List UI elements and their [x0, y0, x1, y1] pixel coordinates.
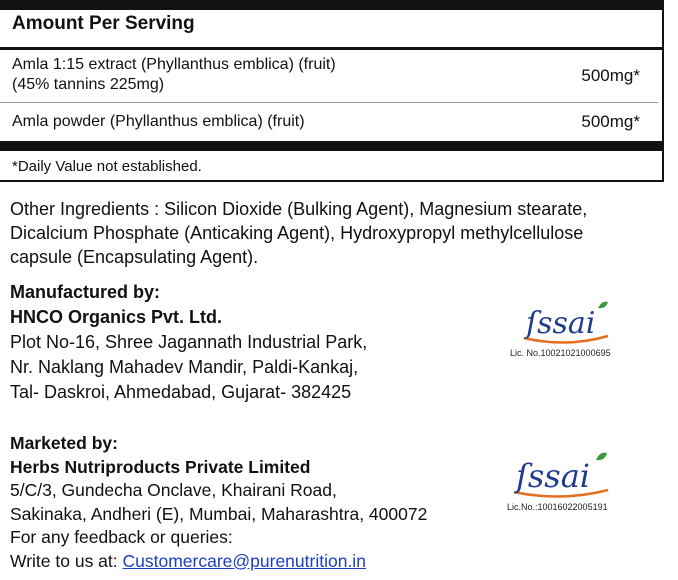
manufacturer-address1: Plot No-16, Shree Jagannath Industrial Park, [10, 332, 368, 352]
manufacturer-address2: Nr. Naklang Mahadev Mandir, Paldi-Kankaj, [10, 357, 359, 377]
customercare-email-link[interactable]: Customercare@purenutrition.in [122, 550, 366, 571]
row-amla-extract-line1: Amla 1:15 extract (Phyllanthus emblica) (fruit) [12, 56, 336, 73]
fssai-wordmark: ſssai [516, 457, 590, 495]
marketer-block [10, 432, 427, 573]
manufacturer-license: Lic. No.10021021000695 [510, 348, 611, 358]
marketer-feedback: For any feedback or queries: [10, 527, 233, 547]
row-divider [0, 102, 658, 103]
daily-value-footnote: *Daily Value not established. [12, 158, 202, 175]
marketer-address2: Sakinaka, Andheri (E), Mumbai, Maharashtra, 400072 [10, 503, 428, 524]
panel-bottom-bar [0, 141, 662, 151]
amount-per-serving-header: Amount Per Serving [12, 13, 195, 34]
row-amla-powder-amount: 500mg* [581, 112, 640, 131]
row-amla-extract-amount: 500mg* [581, 66, 640, 85]
row-amla-extract-name [12, 55, 336, 95]
fssai-logo-manufacturer [522, 298, 612, 353]
marketer-license: Lic.No.:10016022005191 [507, 502, 608, 512]
marketer-heading: Marketed by: [10, 433, 118, 453]
other-ingredients-line2: Dicalcium Phosphate (Anticaking Agent), Hydroxypropyl methylcellulose [10, 223, 584, 243]
fssai-wordmark: ſssai [526, 306, 596, 341]
manufacturer-company: HNCO Organics Pvt. Ltd. [10, 307, 223, 327]
write-prefix: Write to us at: [10, 550, 123, 571]
panel-header-rule [0, 47, 662, 50]
row-amla-extract-line2: (45% tannins 225mg) [12, 76, 165, 93]
other-ingredients [10, 197, 587, 269]
other-ingredients-line1: Other Ingredients : Silicon Dioxide (Bulking Agent), Magnesium stearate, [10, 199, 588, 219]
row-amla-powder-name: Amla powder (Phyllanthus emblica) (fruit) [12, 113, 305, 130]
manufacturer-heading: Manufactured by: [10, 282, 161, 302]
other-ingredients-line3: capsule (Encapsulating Agent). [10, 247, 259, 267]
manufacturer-block [10, 280, 367, 405]
panel-top-bar [0, 0, 662, 10]
nutrition-panel [0, 0, 664, 182]
fssai-logo-icon [522, 298, 612, 348]
fssai-logo-marketer [512, 450, 612, 507]
marketer-write-line [10, 550, 427, 574]
manufacturer-address3: Tal- Daskroi, Ahmedabad, Gujarat- 382425 [10, 382, 352, 402]
fssai-logo-icon [512, 450, 612, 502]
marketer-company: Herbs Nutriproducts Private Limited [10, 456, 311, 477]
marketer-address1: 5/C/3, Gundecha Onclave, Khairani Road, [10, 480, 337, 500]
